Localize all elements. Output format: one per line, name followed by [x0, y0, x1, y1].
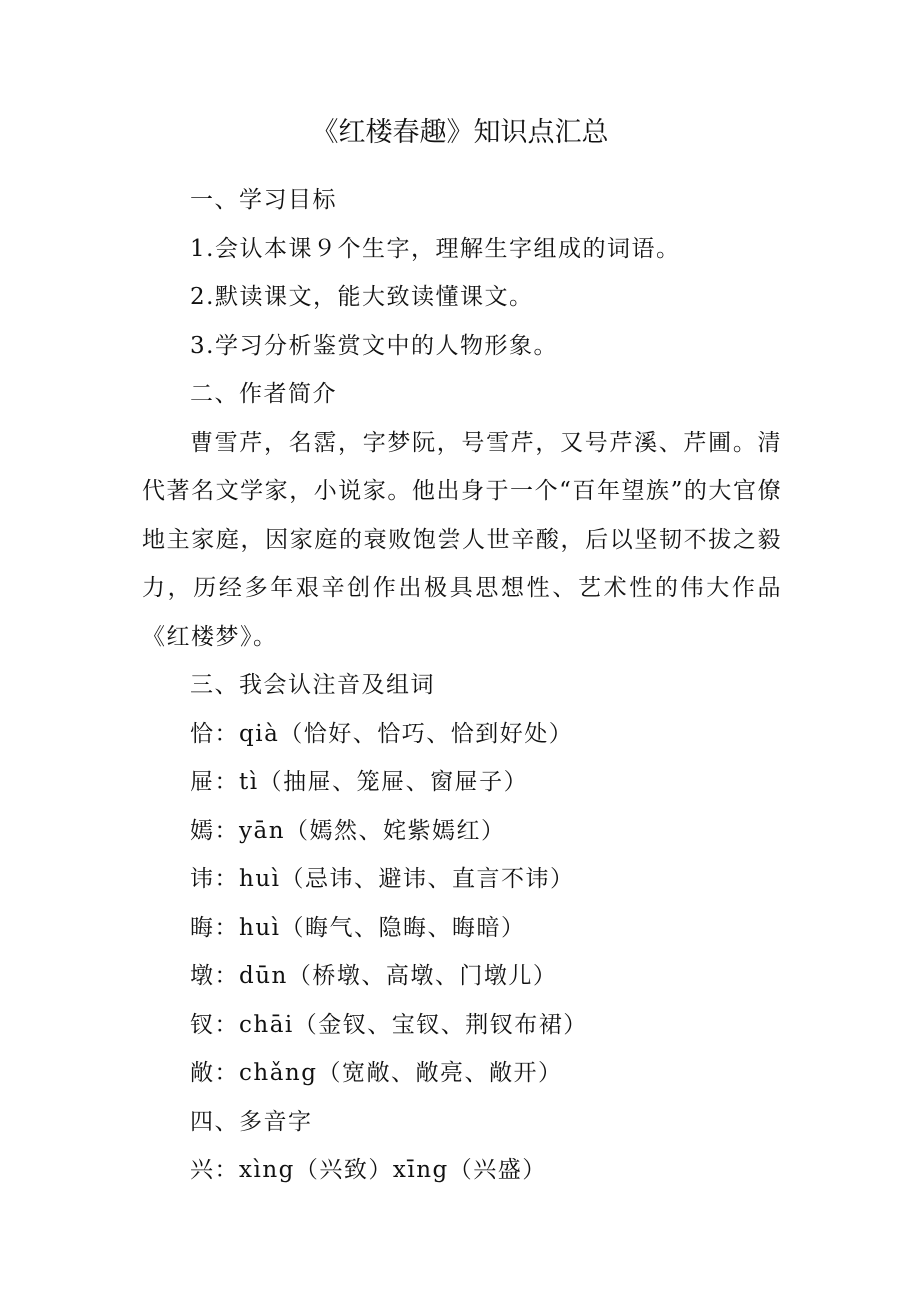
learning-goal-item: 2.默读课文，能大致读懂课文。 [190, 284, 534, 310]
author-paragraph: 曹雪芹，名霑，字梦阮，号雪芹，又号芹溪、芹圃。清代著名文学家，小说家。他出身于一个“百年望族”的大官僚地主家庭，因家庭的衰败饱尝人世辛酸，后以坚韧不拔之毅力，历经多年艰辛创作出极具思想性、艺术性的伟大作品《红楼梦》。 [142, 429, 782, 650]
polyphone-item: 兴：xìng（兴致）xīng（兴盛） [190, 1157, 547, 1183]
document-title: 《红楼春趣》知识点汇总 [311, 117, 609, 148]
character-item: 晦：huì（晦气、隐晦、晦暗） [190, 914, 526, 941]
learning-goal-item: 3.学习分析鉴赏文中的人物形象。 [190, 332, 558, 359]
section-heading-characters: 三、我会认注音及组词 [190, 672, 435, 698]
learning-goal-item: 1.会认本课９个生字，理解生字组成的词语。 [190, 235, 681, 262]
character-item: 墩：dūn（桥墩、高墩、门墩儿） [190, 963, 558, 989]
section-heading-learning-goals: 一、学习目标 [190, 187, 337, 213]
document-body [142, 176, 782, 1195]
section-heading-author: 二、作者简介 [190, 381, 337, 407]
section-heading-polyphones: 四、多音字 [190, 1108, 313, 1135]
character-item: 恰：qià（恰好、恰巧、恰到好处） [190, 720, 574, 747]
character-item: 讳：huì（忌讳、避讳、直言不讳） [190, 866, 575, 892]
character-item: 钗：chāi（金钗、宝钗、荆钗布裙） [190, 1011, 588, 1038]
character-item: 屉：tì（抽屉、笼屉、窗屉子） [190, 769, 529, 795]
character-item: 敞：chǎng（宽敞、敞亮、敞开） [190, 1060, 563, 1086]
character-item: 嫣：yān（嫣然、姹紫嫣红） [190, 817, 506, 844]
